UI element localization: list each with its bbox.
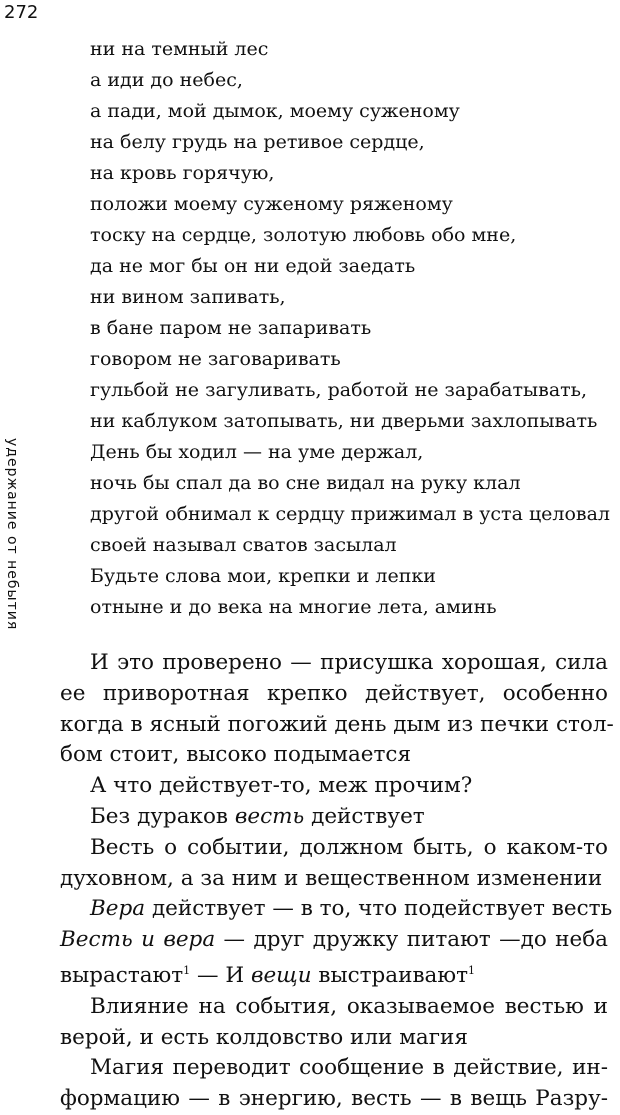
poem-line: а пади, мой дымок, моему суженому [90, 100, 460, 122]
italic-term: вещи [250, 962, 312, 988]
poem-line: тоску на сердце, золотую любовь обо мне, [90, 224, 517, 246]
poem-line: да не мог бы он ни едой заедать [90, 255, 416, 277]
poem-line: на кровь горячую, [90, 162, 275, 184]
poem-line: Будьте слова мои, крепки и лепки [90, 565, 436, 587]
text-run: вырастают [60, 962, 184, 988]
paragraph-line: верой, и есть колдовство или магия [60, 1024, 468, 1050]
poem-line: на белу грудь на ретивое сердце, [90, 131, 425, 153]
text-run: выстраивают [311, 962, 468, 988]
footnote-mark: 1 [467, 963, 475, 977]
text-run: — друг дружку питают —до неба [215, 927, 608, 953]
paragraph-line: когда в ясный погожий день дым из печки стол- [60, 711, 614, 737]
poem-block [90, 34, 610, 623]
paragraph-line: ее приворотная крепко действует, особенно [60, 680, 608, 706]
italic-term: Весть и вера [60, 927, 216, 953]
text-run: — И [190, 962, 251, 988]
paragraph-line: И это проверено — присушка хорошая, сила [90, 650, 608, 675]
page-number: 272 [4, 2, 39, 23]
paragraph-line [60, 802, 608, 833]
paragraph-line: А что действует-то, меж прочим? [90, 773, 473, 799]
paragraph-line: Весть о событии, должном быть, о каком-то [90, 834, 608, 860]
poem-line: ни каблуком затопывать, ни дверьми захлопывать [90, 410, 598, 432]
text-run: действует [304, 803, 425, 829]
poem-line: в бане паром не запаривать [90, 317, 372, 339]
running-head: удержание от небытия [4, 438, 20, 631]
paragraph-line: Влияние на события, оказываемое вестью и [90, 993, 608, 1019]
paragraph-line: духовном, а за ним и вещественном изменении [60, 865, 603, 891]
italic-term: весть [234, 803, 305, 829]
poem-line: говором не заговаривать [90, 348, 341, 370]
poem-line: ни на темный лес [90, 38, 269, 60]
footnote-mark: 1 [183, 963, 191, 977]
poem-line: гульбой не загуливать, работой не зарабатывать, [90, 379, 588, 401]
paragraph-line [60, 925, 608, 956]
paragraph-line [60, 956, 608, 992]
poem-line: ночь бы спал да во сне видал на руку клал [90, 472, 521, 494]
text-run: действует — в то, что подействует весть [145, 896, 613, 922]
italic-term: Вера [90, 896, 146, 922]
poem-line: положи моему суженому ряженому [90, 193, 453, 215]
poem-line: другой обнимал к сердцу прижимал в уста целовал [90, 503, 611, 525]
paragraph-line: формацию — в энергию, весть — в вещь Разру- [60, 1086, 608, 1112]
poem-line: День бы ходил — на уме держал, [90, 441, 424, 463]
text-run: Без дураков [90, 803, 235, 829]
poem-line: ни вином запивать, [90, 286, 286, 308]
prose-block [60, 648, 614, 1115]
paragraph-line [60, 894, 613, 925]
poem-line: отныне и до века на многие лета, аминь [90, 596, 497, 618]
paragraph-line: бом стоит, высоко подымается [60, 742, 412, 768]
poem-line: а иди до небес, [90, 69, 243, 91]
poem-line: своей называл сватов засылал [90, 534, 397, 556]
paragraph-line: Магия переводит сообщение в действие, ин- [90, 1055, 608, 1081]
